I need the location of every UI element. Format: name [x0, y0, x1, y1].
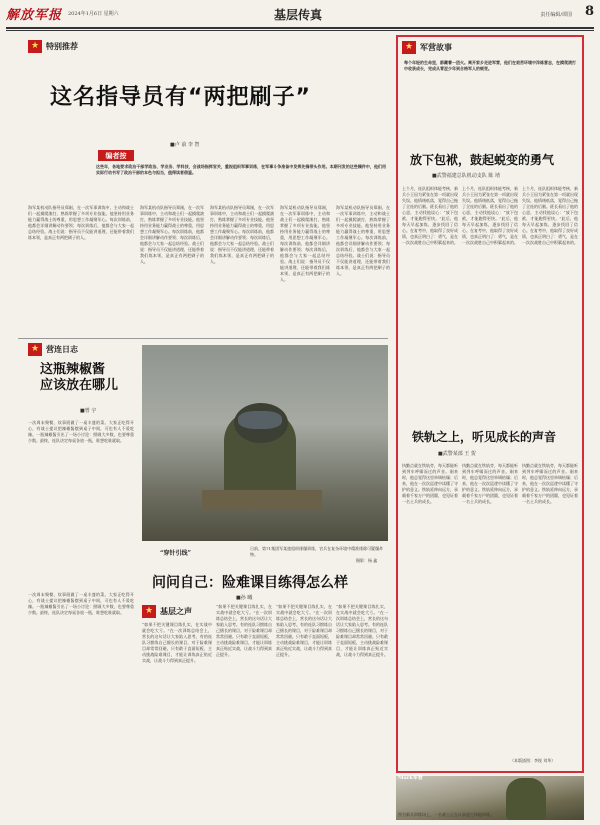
story2-title: 铁轨之上，听见成长的声音	[412, 430, 557, 444]
feature-body-col5: 海军某机动队指导员郑刚，在一次军事训练中，主动和战士们一起摸爬滚打，熟练掌握了多项专业技能。他坚持用业务能力赢得战士的尊重，用思想工作凝聚军心。每次训练前，他都会详细讲解动作要领；每次训练后，他都会与大家一起总结经验。战士们说：指导员不仅能讲道理，还能带着我们练本领，是真正有两把刷子的人。	[336, 205, 390, 276]
photo-caption: 日前，第71集团军某旅组织排爆训练，官兵在复杂环境中精准排除可疑爆炸物。	[250, 546, 384, 557]
feature-tag-label: 特别推荐	[46, 41, 78, 51]
story2-body-col1: 执勤点就在铁轨旁，每天都能听到列车呼啸而过的声音。刚来时，他总觉得这里单调枯燥；后来，他在一次次巡逻中读懂了守护的意义。铁轨延伸向远方，承载着千家万户的团圆，也见证着一名士兵的成长。	[402, 463, 458, 504]
feature-body-col4: 海军某机动队指导员郑刚，在一次军事训练中，主动和战士们一起摸爬滚打，熟练掌握了多项专业技能。他坚持用业务能力赢得战士的尊重，用思想工作凝聚军心。每次训练前，他都会详细讲解动作要领；每次训练后，他都会与大家一起总结经验。战士们说：指导员不仅能讲道理，还能带着我们练本领，是真正有两把刷子的人。	[280, 205, 330, 282]
lower-main-byline: ■孙 曦	[236, 595, 253, 601]
lower-main-body-col3: “如果不把关键课目练扎实，在实战中就会吃大亏。”在一次训练总结会上，营长的这句话让大家陷入思考。有的连队习惯练自己擅长的课目，对于险难课目却常常回避。只有敢于直面短板，主动挑战险难课目，才能让训练真正贴近实战，让战斗力得到真正提升。	[276, 604, 332, 657]
story1-body-col3: 上个月，连队组织体能考核，新兵小王因为紧张在第一项就出现失误。他情绪低落，觉得自己拖了全连的后腿。班长看出了他的心思，主动找他谈心：“放下包袱，才能跑得更快。”此后，他每天早起加练，逐步找回了信心。在复考中，他取得了良好成绩，也真正明白了：勇气，是在一次次战胜自己中积累起来的。	[522, 186, 578, 245]
feature-byline: ■卢 前 李 智	[170, 142, 200, 148]
story2-body-col3: 执勤点就在铁轨旁，每天都能听到列车呼啸而过的声音。刚来时，他总觉得这里单调枯燥；后来，他在一次次巡逻中读懂了守护的意义。铁轨延伸向远方，承载着千家万户的团圆，也见证着一名士兵的成长。	[522, 463, 578, 504]
bottom-photo-tag: Mark军营	[398, 775, 423, 781]
equipment-shape	[202, 490, 322, 510]
section-divider	[18, 338, 388, 339]
lower-main-title: 问问自己：险难课目练得怎么样	[152, 575, 348, 590]
star-icon: ★	[28, 343, 42, 356]
lower-left-body: 一次周末聚餐，炊事班做了一桌丰盛的菜。大家正吃得开心，有战士提议把辣椒酱摆到桌子中间，可也有人不爱吃辣。一瓶辣椒酱引出了一场小讨论：照顾大多数，也要尊重少数。最终，连队决定每桌各放一瓶，谁想吃谁就取。	[28, 420, 134, 443]
photo-title: “穿针引线”	[160, 550, 191, 557]
lower-main-body-col2: “如果不把关键课目练扎实，在实战中就会吃大亏。”在一次训练总结会上，营长的这句话让大家陷入思考。有的连队习惯练自己擅长的课目，对于险难课目却常常回避。只有敢于直面短板，主动挑战险难课目，才能让训练真正贴近实战，让战斗力得到真正提升。	[216, 604, 272, 657]
editor-note-badge: 编者按	[98, 150, 134, 161]
bottom-photo-caption: 图为新兵训练场上，一名战士正在认真进行体能训练。	[398, 812, 494, 817]
feature-body-col1: 海军某机动队指导员郑刚，在一次军事训练中，主动和战士们一起摸爬滚打，熟练掌握了多项专业技能。他坚持用业务能力赢得战士的尊重，用思想工作凝聚军心。每次训练前，他都会详细讲解动作要领；每次训练后，他都会与大家一起总结经验。战士们说：指导员不仅能讲道理，还能带着我们练本领，是真正有两把刷子的人。	[28, 205, 134, 240]
feature-tag	[28, 40, 168, 53]
lower-left-tag-label: 营连日志	[46, 344, 78, 354]
star-icon: ★	[28, 40, 42, 53]
lower-main-body-col1: “如果不把关键课目练扎实，在实战中就会吃大亏。”在一次训练总结会上，营长的这句话让大家陷入思考。有的连队习惯练自己擅长的课目，对于险难课目却常常回避。只有敢于直面短板，主动挑战险难课目，才能让训练真正贴近实战，让战斗力得到真正提升。	[142, 622, 212, 663]
page-section-title: 基层传真	[274, 8, 323, 22]
training-photo	[142, 345, 388, 541]
lower-main-body-col4: “如果不把关键课目练扎实，在实战中就会吃大亏。”在一次训练总结会上，营长的这句话让大家陷入思考。有的连队习惯练自己擅长的课目，对于险难课目却常常回避。只有敢于直面短板，主动挑战险难课目，才能让训练真正贴近实战，让战斗力得到真正提升。	[336, 604, 388, 657]
lower-left-title: 这瓶辣椒酱 应该放在哪儿	[40, 362, 119, 393]
feature-title: 这名指导员有“两把刷子”	[50, 85, 311, 110]
editor-credit: 责任编辑/谭国	[540, 12, 572, 18]
feature-lede: 这些年，各地要求政治干部学政治、学业务、学科技，会战场指挥官关，重视组织军事训练，在军事斗争准备中发挥先锋带头作用。本期刊发的这些稿件中，他们用实际行动书写了政治干部的本色与担当，值得读者借鉴。	[96, 164, 386, 175]
header-rule	[6, 27, 594, 29]
army-story-tag	[402, 41, 502, 54]
story2-byline: ■武警某部 王 贺	[438, 451, 476, 457]
masthead	[6, 4, 594, 26]
story2-photo-credit: （本版插图：李锐 刘华）	[510, 758, 556, 763]
story1-body-col2: 上个月，连队组织体能考核，新兵小王因为紧张在第一项就出现失误。他情绪低落，觉得自己拖了全连的后腿。班长看出了他的心思，主动找他谈心：“放下包袱，才能跑得更快。”此后，他每天早起加练，逐步找回了信心。在复考中，他取得了良好成绩，也真正明白了：勇气，是在一次次战胜自己中积累起来的。	[462, 186, 518, 245]
photo-credit: 摄影：杨 鑫	[356, 558, 378, 563]
star-icon: ★	[402, 41, 416, 54]
story2-body-col2: 执勤点就在铁轨旁，每天都能听到列车呼啸而过的声音。刚来时，他总觉得这里单调枯燥；后来，他在一次次巡逻中读懂了守护的意义。铁轨延伸向远方，承载着千家万户的团圆，也见证着一名士兵的成长。	[462, 463, 518, 504]
issue-date: 2024年1月6日 星期六	[68, 11, 119, 17]
lower-left-body-cont: 一次周末聚餐，炊事班做了一桌丰盛的菜。大家正吃得开心，有战士提议把辣椒酱摆到桌子中间，可也有人不爱吃辣。一瓶辣椒酱引出了一场小讨论：照顾大多数，也要尊重少数。最终，连队决定每桌各放一瓶，谁想吃谁就取。	[28, 592, 134, 615]
lower-left-byline: ■曾 宇	[80, 408, 97, 414]
page-number: 8	[584, 4, 594, 19]
newspaper-logo: 解放军报	[6, 8, 63, 23]
lower-left-tag	[28, 343, 128, 356]
feature-body-col3: 海军某机动队指导员郑刚，在一次军事训练中，主动和战士们一起摸爬滚打，熟练掌握了多项专业技能。他坚持用业务能力赢得战士的尊重，用思想工作凝聚军心。每次训练前，他都会详细讲解动作要领；每次训练后，他都会与大家一起总结经验。战士们说：指导员不仅能讲道理，还能带着我们练本领，是真正有两把刷子的人。	[210, 205, 274, 264]
story1-body-col1: 上个月，连队组织体能考核，新兵小王因为紧张在第一项就出现失误。他情绪低落，觉得自己拖了全连的后腿。班长看出了他的心思，主动找他谈心：“放下包袱，才能跑得更快。”此后，他每天早起加练，逐步找回了信心。在复考中，他取得了良好成绩，也真正明白了：勇气，是在一次次战胜自己中积累起来的。	[402, 186, 458, 245]
army-story-tag-label: 军营故事	[420, 42, 452, 52]
lower-main-tag-label: 基层之声	[160, 606, 192, 616]
star-icon: ★	[142, 605, 156, 618]
story1-byline: ■武警福建总队机动支队 陈 靖	[432, 173, 500, 179]
story1-title: 放下包袱，鼓起蜕变的勇气	[410, 153, 555, 167]
header-rule-thin	[6, 30, 594, 31]
visor-shape	[238, 411, 282, 429]
feature-body-col2: 海军某机动队指导员郑刚，在一次军事训练中，主动和战士们一起摸爬滚打，熟练掌握了多项专业技能。他坚持用业务能力赢得战士的尊重，用思想工作凝聚军心。每次训练前，他都会详细讲解动作要领；每次训练后，他都会与大家一起总结经验。战士们说：指导员不仅能讲道理，还能带着我们练本领，是真正有两把刷子的人。	[140, 205, 204, 264]
army-story-lede: 每个年轻的生命里，都藏着一团火。离开家乡走进军营，他们在艰苦环境中淬炼意志，在摸爬滚打中收获成长，完成从青涩少年到合格军人的蜕变。	[404, 60, 576, 71]
